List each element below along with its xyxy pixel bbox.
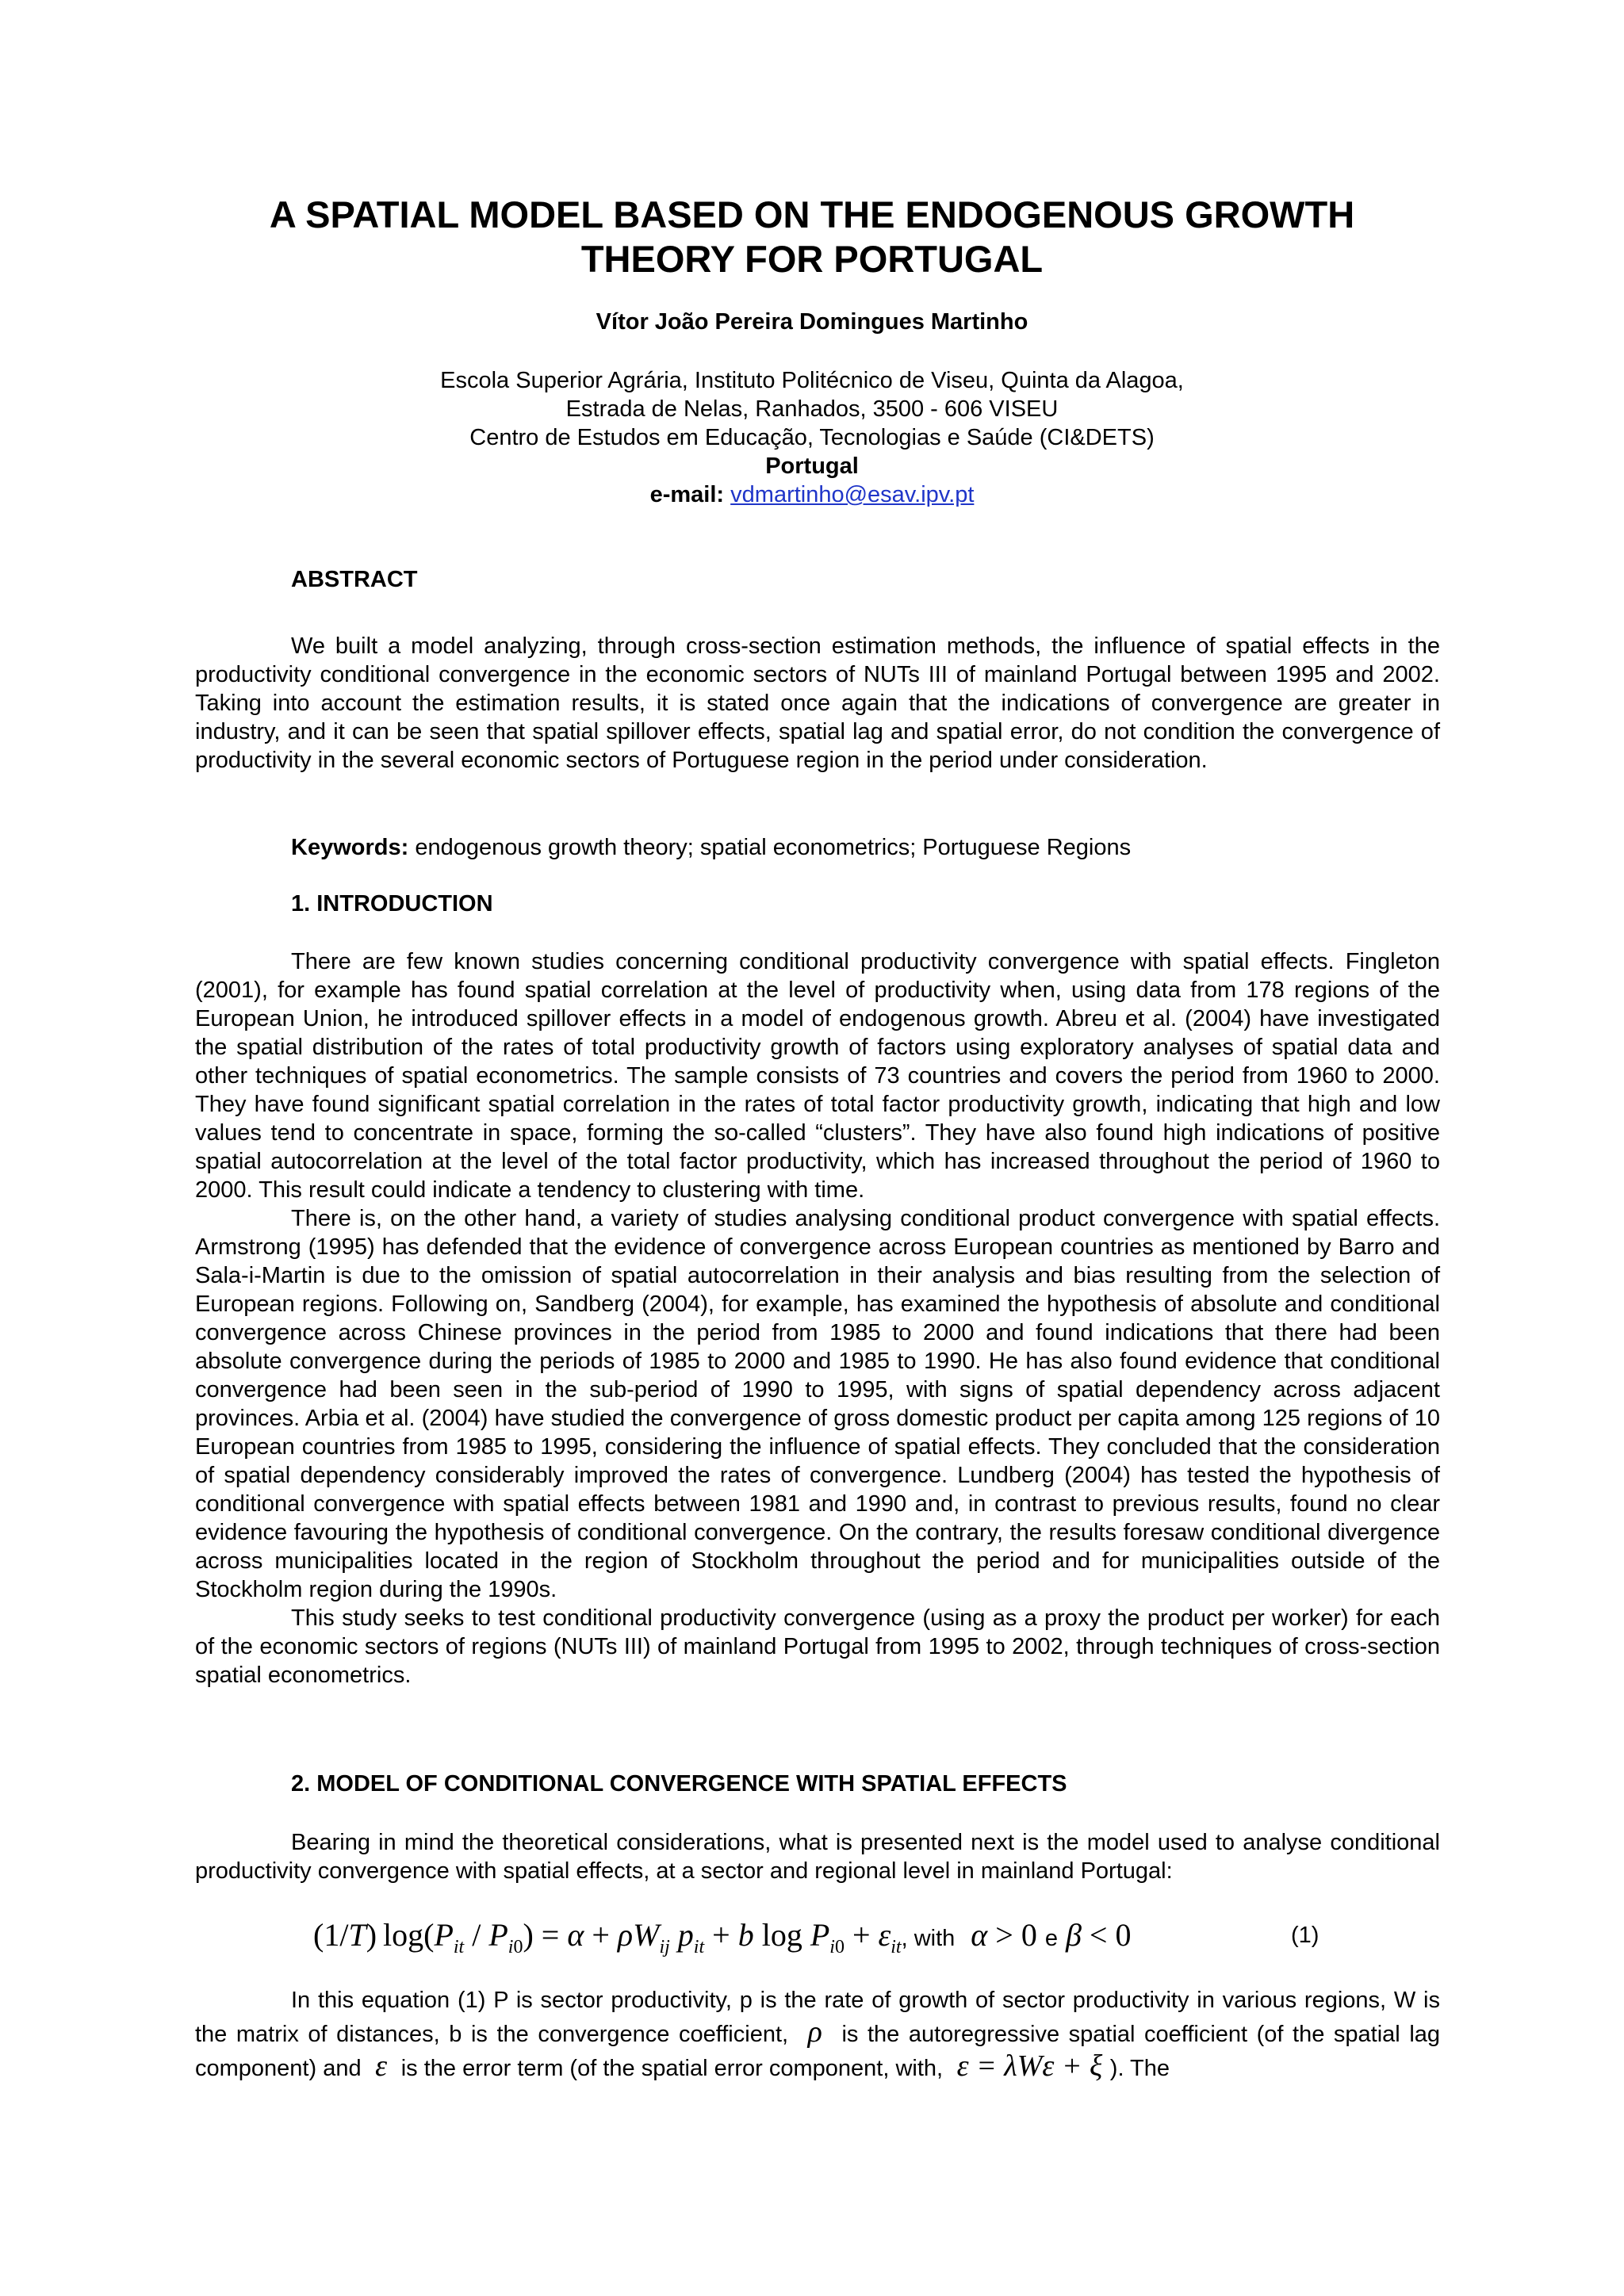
author-name: Vítor João Pereira Domingues Martinho	[596, 309, 1028, 335]
section-1-body	[195, 947, 1440, 1689]
section-2-text-c: is the error term (of the spatial error component, with,	[400, 2056, 944, 2081]
email-line	[182, 480, 1442, 509]
section-2-paragraph-2	[195, 1984, 1440, 2084]
equation-lhs: (1/T) $\log(P_{it} / P_{i0}) = \alpha + \rho W_{ij}$ $p_{it} + b$ $\log P_{i0} + \varepsilon_{it}$	[313, 1917, 902, 1957]
title-line-2: THEORY FOR PORTUGAL	[580, 238, 1044, 280]
affiliation-line-2: Estrada de Nelas, Ranhados, 3500 - 606 VISEU	[565, 396, 1059, 422]
abstract-heading: ABSTRACT	[291, 567, 418, 592]
keywords-text: endogenous growth theory; spatial econometrics; Portuguese Regions	[415, 835, 1132, 860]
section-1-paragraph-1: There are few known studies concerning conditional productivity convergence with spatial effects. Fingleton (2001), for example has found spatial correlation at the level of productivity when, using data from 178 regions of the European Union, he introduced spillover effects in a model of endogenous growth. Abreu et al. (2004) have investigated the spatial distribution of the rates of total productivity growth of factors using exploratory analyses of spatial data and other techniques of spatial econometrics. The sample consists of 73 countries and covers the period from 1960 to 2000. They have found significant spatial correlation in the rates of total factor productivity growth, indicating that high and low values tend to concentrate in space, forming the so-called “clusters”. They have also found high indications of positive spatial autocorrelation at the level of the total factor productivity, which has increased throughout the period of 1960 to 2000. This result could indicate a tendency to clustering with time.	[195, 949, 1440, 1203]
email-link[interactable]: vdmartinho@esav.ipv.pt	[730, 482, 975, 507]
abstract-body	[195, 632, 1440, 775]
equation-condition-beta: β < 0	[1066, 1917, 1132, 1953]
section-2-intro	[195, 1828, 1440, 1885]
abstract-text: We built a model analyzing, through cross-section estimation methods, the influence of spatial effects in the productivity conditional convergence in the economic sectors of NUTs III of mainland Portugal between 1995 and 2002. Taking into account the estimation results, it is stated once again that the indications of convergence are greater in industry, and it can be seen that spatial spillover effects, spatial lag and spatial error, do not condition the convergence of productivity in the several economic sectors of Portuguese region in the period under consideration.	[195, 633, 1440, 773]
equation-condition-alpha: α > 0	[971, 1917, 1037, 1953]
equation-1	[313, 1915, 1328, 1955]
section-2-heading: 2. MODEL OF CONDITIONAL CONVERGENCE WITH SPATIAL EFFECTS	[291, 1771, 1067, 1797]
title-line-1: A SPATIAL MODEL BASED ON THE ENDOGENOUS GROWTH	[269, 193, 1355, 235]
section-2-text-b: is the autoregressive spatial coefficient (of the spatial lag component) and	[195, 2022, 1441, 2081]
epsilon-symbol: ε	[367, 2049, 395, 2083]
affiliation-line-1: Escola Superior Agrária, Instituto Politécnico de Viseu, Quinta da Alagoa,	[440, 368, 1184, 393]
affiliation-line-3: Centro de Estudos em Educação, Tecnologias e Saúde (CI&DETS)	[469, 425, 1155, 450]
section-2-explanation	[195, 1984, 1440, 2084]
section-2-text-a: In this equation (1) P is sector productivity, p is the rate of growth of sector productivity in various regions, W is the matrix of distances, b is the convergence coefficient,	[195, 1988, 1440, 2047]
section-2-paragraph-1: Bearing in mind the theoretical considerations, what is presented next is the model used to analyse conditional productivity convergence with spatial effects, at a sector and regional level in mainland Portugal:	[195, 1830, 1440, 1884]
section-2-text-d: ). The	[1109, 2056, 1170, 2081]
equation-e: e	[1044, 1926, 1058, 1951]
affiliation-block	[182, 366, 1442, 509]
email-label: e-mail:	[649, 482, 725, 507]
keywords-line	[291, 833, 1131, 862]
section-1-heading: 1. INTRODUCTION	[291, 891, 493, 916]
section-1-paragraph-3: This study seeks to test conditional productivity convergence (using as a proxy the product per worker) for each of the economic sectors of regions (NUTs III) of mainland Portugal from 1995 to 2002, through techniques of cross-section spatial econometrics.	[195, 1605, 1440, 1688]
spatial-error-formula: ε = λWε + ξ	[949, 2049, 1110, 2083]
keywords-label: Keywords:	[291, 835, 409, 860]
paper-title	[182, 193, 1442, 281]
country: Portugal	[765, 453, 859, 479]
equation-with: , with	[901, 1926, 956, 1951]
section-1-paragraph-2: There is, on the other hand, a variety of studies analysing conditional product convergence with spatial effects. Armstrong (1995) has defended that the evidence of convergence across European countries as mentioned by Barro and Sala-i-Martin is due to the omission of spatial autocorrelation in their analysis and bias resulting from the selection of European regions. Following on, Sandberg (2004), for example, has examined the hypothesis of absolute and conditional convergence across Chinese provinces in the period from 1985 to 2000 and found indications that there had been absolute convergence during the periods of 1985 to 2000 and 1985 to 1990. He has also found evidence that conditional convergence had been seen in the sub-period of 1990 to 1995, with signs of spatial dependency across adjacent provinces. Arbia et al. (2004) have studied the convergence of gross domestic product per capita among 125 regions of 10 European countries from 1985 to 1995, considering the influence of spatial effects. They concluded that the consideration of spatial dependency considerably improved the rates of convergence. Lundberg (2004) has tested the hypothesis of conditional convergence with spatial effects between 1981 and 1990 and, in contrast to previous results, found no clear evidence favouring the hypothesis of conditional convergence. On the contrary, the results foresaw conditional divergence across municipalities located in the region of Stockholm throughout the period and for municipalities outside of the Stockholm region during the 1990s.	[195, 1206, 1440, 1602]
rho-symbol: ρ	[797, 2015, 833, 2049]
equation-number: (1)	[1291, 1923, 1320, 1948]
